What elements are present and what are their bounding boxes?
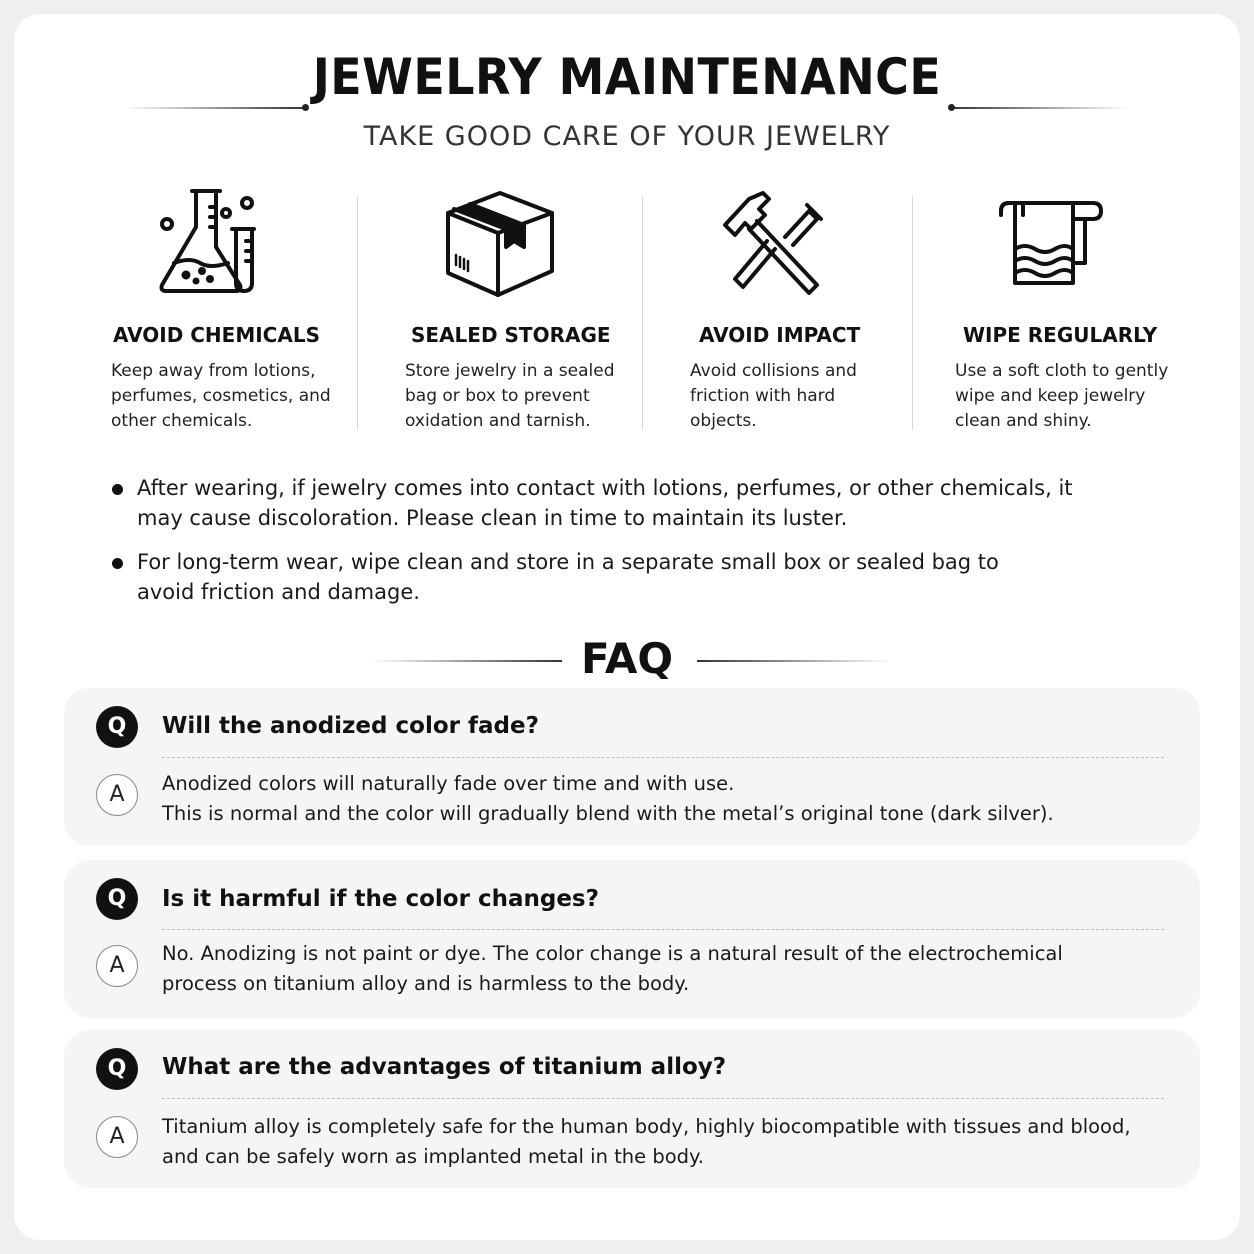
- bullet-dot: [112, 484, 123, 495]
- page-title: JEWELRY MAINTENANCE: [312, 48, 942, 106]
- title-rule-dot-right: [948, 104, 955, 111]
- tip-heading: AVOID IMPACT: [699, 323, 861, 347]
- crossed-hammers-icon: [715, 185, 835, 305]
- faq-divider: [162, 1098, 1164, 1099]
- question-badge: Q: [96, 706, 138, 748]
- column-divider: [357, 196, 358, 430]
- answer-badge: A: [96, 774, 138, 816]
- tip-description: Avoid collisions and friction with hard objects.: [690, 361, 857, 431]
- column-divider: [912, 196, 913, 430]
- answer-badge: A: [96, 945, 138, 987]
- faq-item: [64, 860, 1200, 1018]
- title-rule-dot-left: [302, 104, 309, 111]
- column-divider: [642, 196, 643, 430]
- sealed-box-icon: [440, 185, 560, 305]
- title-rule-left: [125, 107, 305, 109]
- faq-item: [64, 688, 1200, 846]
- tip-description: Use a soft cloth to gently wipe and keep jewelry clean and shiny.: [955, 361, 1169, 431]
- faq-answer: Anodized colors will naturally fade over time and with use. This is normal and the color will gradually blend with the metal’s original tone (dark silver).: [162, 772, 1054, 825]
- tip-heading: SEALED STORAGE: [411, 323, 611, 347]
- tip-description: Keep away from lotions, perfumes, cosmetics, and other chemicals.: [111, 361, 331, 431]
- title-rule-right: [950, 107, 1128, 109]
- tip-heading: WIPE REGULARLY: [963, 323, 1158, 347]
- tip-description: Store jewelry in a sealed bag or box to prevent oxidation and tarnish.: [405, 361, 615, 431]
- answer-badge: A: [96, 1116, 138, 1158]
- faq-answer: Titanium alloy is completely safe for the human body, highly biocompatible with tissues and blood, and can be safely worn as implanted metal in the body.: [162, 1115, 1131, 1168]
- question-badge: Q: [96, 1048, 138, 1090]
- faq-question: Is it harmful if the color changes?: [162, 886, 599, 912]
- faq-divider: [162, 929, 1164, 930]
- tip-heading: AVOID CHEMICALS: [113, 323, 320, 347]
- faq-answer: No. Anodizing is not paint or dye. The color change is a natural result of the electrochemical process on titanium alloy and is harmless to the body.: [162, 942, 1063, 995]
- faq-question: What are the advantages of titanium alloy?: [162, 1054, 727, 1080]
- question-badge: Q: [96, 878, 138, 920]
- care-note-text: After wearing, if jewelry comes into contact with lotions, perfumes, or other chemicals, it may cause discoloration. Please clean in time to maintain its luster.: [137, 476, 1073, 530]
- flask-chemicals-icon: [150, 185, 270, 305]
- page-subtitle: TAKE GOOD CARE OF YOUR JEWELRY: [363, 121, 891, 152]
- care-note-text: For long-term wear, wipe clean and store in a separate small box or sealed bag to avoid friction and damage.: [137, 550, 999, 604]
- faq-question: Will the anodized color fade?: [162, 713, 539, 739]
- faq-divider: [162, 757, 1164, 758]
- bullet-dot: [112, 558, 123, 569]
- faq-rule-right: [697, 660, 892, 662]
- faq-item: [64, 1030, 1200, 1188]
- towel-icon: [993, 185, 1113, 305]
- faq-title: FAQ: [580, 634, 674, 683]
